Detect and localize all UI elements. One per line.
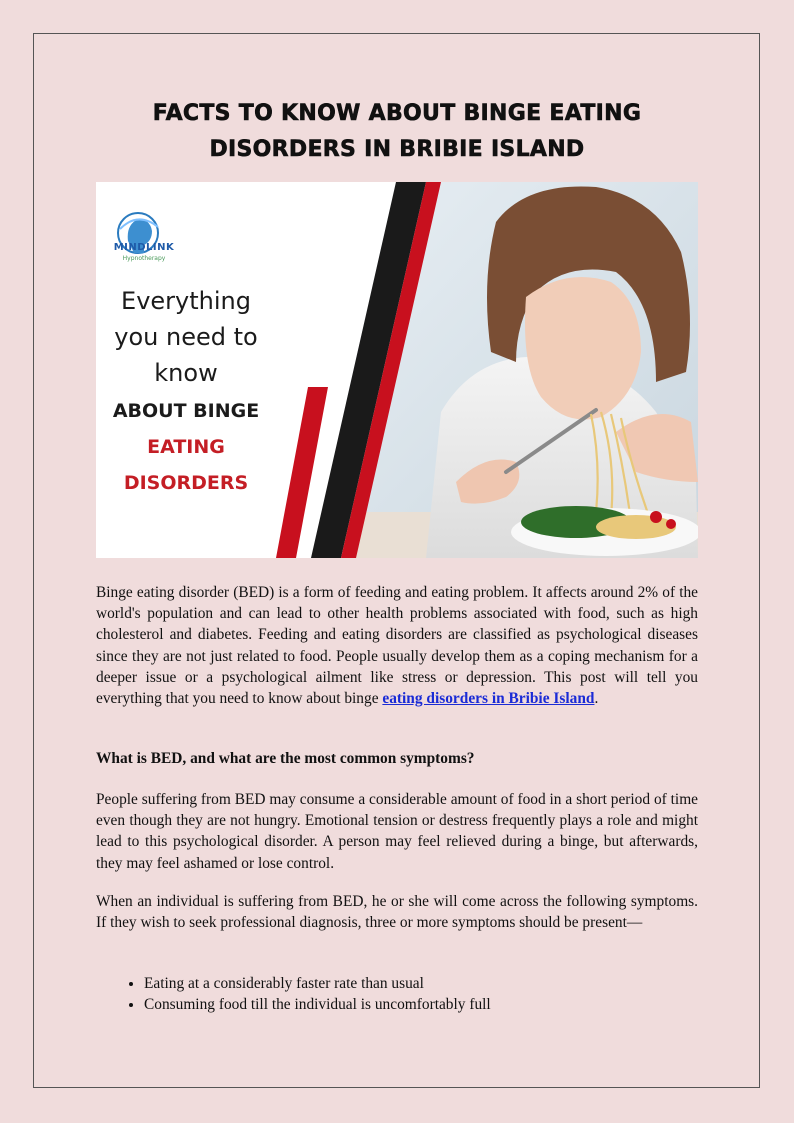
brain-logo-icon (106, 192, 176, 282)
symptom-list (96, 973, 746, 1015)
intro-end: . (594, 690, 599, 708)
logo-subtitle: Hypnotherapy (122, 255, 166, 262)
hero-bold-2: EATING (147, 436, 225, 458)
eating-disorders-link[interactable]: eating disorders in Bribie Island (382, 690, 595, 708)
list-item: • Consuming food till the individual is uncomfortably full (144, 994, 746, 1015)
list-item: • Eating at a considerably faster rate than usual (144, 973, 746, 994)
hero-banner (96, 182, 698, 558)
page-title: FACTS TO KNOW ABOUT BINGE EATING DISORDERS IN BRIBIE ISLAND (152, 101, 642, 162)
hero-line-1: Everything (121, 287, 251, 315)
hero-line-2: you need to (114, 323, 258, 351)
logo-name: MINDLINK (113, 242, 175, 253)
section-heading: What is BED, and what are the most common symptoms? (96, 750, 475, 767)
symptoms-paragraph: People suffering from BED may consume a considerable amount of food in a short period of time even though they are not hungry. Emotional tension or destress frequently plays a role and might lead to this psychological disorder. A person may feel relieved during a binge, but afterwards, they may feel ashamed or lose control. (96, 791, 698, 872)
hero-bold-3: DISORDERS (123, 472, 249, 494)
intro-text: Binge eating disorder (BED) is a form of feeding and eating problem. It affects around 2% of the world's population and can lead to other health problems associated with food, such as high cholesterol and diabetes. Feeding and eating disorders are classified as psychological diseases since they are not just related to food. People usually develop them as a coping mechanism for a deeper issue or a psychological ailment like stress or depression. This post will tell you everything that you need to know about binge (96, 584, 698, 708)
hero-line-3: know (154, 359, 218, 387)
hero-bold-1: ABOUT BINGE (112, 400, 260, 422)
intro-paragraph (96, 582, 698, 709)
diagnosis-paragraph: When an individual is suffering from BED, he or she will come across the following symptoms. If they wish to seek professional diagnosis, three or more symptoms should be present— (96, 893, 698, 932)
